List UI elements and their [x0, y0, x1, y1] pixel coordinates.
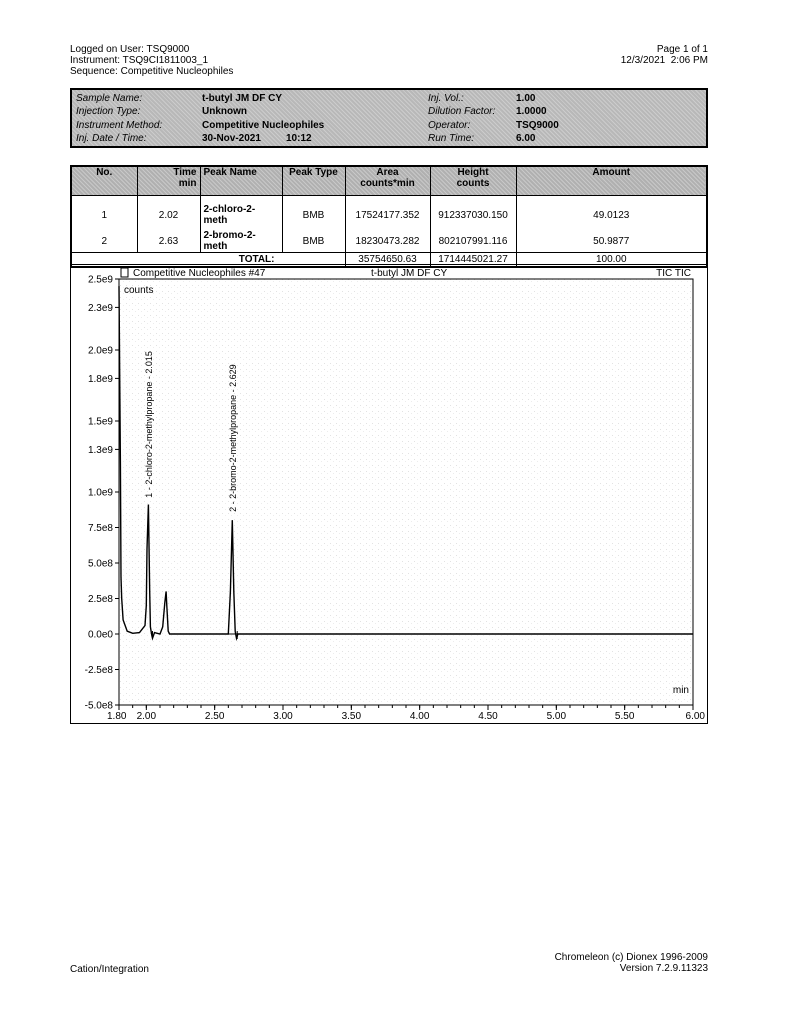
- row-area: 17524177.352: [345, 196, 430, 227]
- peak-table: [70, 165, 708, 268]
- instrument: Instrument: TSQ9CI1811003_1: [70, 55, 209, 66]
- row-no: 2: [71, 226, 137, 253]
- col-amount: Amount: [516, 166, 707, 196]
- plot-area: [119, 279, 693, 705]
- run-time-label: Run Time:: [428, 133, 475, 144]
- table-row: [71, 196, 707, 227]
- y-tick-label: 0.0e0: [87, 629, 113, 641]
- chromatogram-chart: [71, 265, 707, 723]
- col-area: Area counts*min: [345, 166, 430, 196]
- x-tick-label: 5.50: [614, 711, 635, 722]
- row-no: 1: [71, 196, 137, 227]
- y-axis-label: counts: [124, 285, 154, 296]
- row-peak-name: 2-bromo-2-meth: [200, 226, 282, 253]
- x-tick-label: 2.00: [136, 711, 157, 722]
- dilution-label: Dilution Factor:: [428, 106, 496, 117]
- total-label: TOTAL:: [71, 253, 345, 268]
- row-amount: 49.0123: [516, 196, 707, 227]
- sequence: Sequence: Competitive Nucleophiles: [70, 66, 234, 77]
- x-tick-label: 4.50: [478, 711, 498, 722]
- row-height: 912337030.150: [430, 196, 516, 227]
- x-tick-label: 6.00: [685, 711, 705, 722]
- y-tick-label: 5.0e8: [87, 558, 113, 570]
- inj-datetime-label: Inj. Date / Time:: [76, 133, 147, 144]
- y-tick-label: 1.3e9: [87, 444, 113, 456]
- x-tick-label: 1.80: [107, 711, 127, 722]
- total-area: 35754650.63: [345, 253, 430, 268]
- x-tick-label: 3.50: [341, 711, 362, 722]
- chart-subtitle: t-butyl JM DF CY: [371, 268, 448, 279]
- instrument-method: Competitive Nucleophiles: [202, 120, 325, 131]
- inj-time: 10:12: [286, 133, 312, 144]
- x-tick-label: 3.00: [273, 711, 293, 722]
- run-time: 6.00: [516, 133, 536, 144]
- page-number: Page 1 of 1: [656, 44, 708, 55]
- row-time: 2.63: [137, 226, 200, 253]
- x-tick-label: 4.00: [409, 711, 430, 722]
- injection-type-label: Injection Type:: [76, 106, 141, 117]
- y-tick-label: 2.5e8: [87, 594, 113, 605]
- table-header-row: [71, 166, 707, 196]
- peak-annotation: 2 - 2-bromo-2-methylpropane - 2.629: [227, 364, 238, 512]
- sample-name-label: Sample Name:: [76, 93, 143, 104]
- footer-software: Chromeleon (c) Dionex 1996-2009: [554, 952, 708, 963]
- chart-title: Competitive Nucleophiles #47: [133, 268, 266, 279]
- y-tick-label: 1.0e9: [87, 487, 113, 499]
- x-tick-label: 2.50: [204, 711, 225, 722]
- y-tick-label: 7.5e8: [87, 523, 113, 534]
- y-tick-label: 2.0e9: [87, 345, 113, 357]
- y-tick-label: 2.5e9: [87, 274, 113, 286]
- logged-user: Logged on User: TSQ9000: [70, 44, 190, 55]
- col-peak-name: Peak Name: [200, 166, 282, 196]
- chromatogram-panel: [70, 264, 708, 724]
- sample-info-box: [70, 88, 708, 148]
- y-tick-label: -2.5e8: [84, 665, 113, 676]
- row-peak-name: 2-chloro-2-meth: [200, 196, 282, 227]
- chart-doc-icon: [121, 268, 128, 277]
- col-height: Height counts: [430, 166, 516, 196]
- injection-type: Unknown: [202, 106, 247, 117]
- total-height: 1714445021.27: [430, 253, 516, 268]
- x-axis-label: min: [672, 685, 689, 696]
- peak-annotation: 1 - 2-chloro-2-methylpropane - 2.015: [143, 351, 154, 498]
- table-row: [71, 226, 707, 253]
- operator-label: Operator:: [428, 120, 471, 131]
- col-time: Time min: [137, 166, 200, 196]
- y-tick-label: 1.8e9: [87, 373, 113, 385]
- col-no: No.: [71, 166, 137, 196]
- inj-date: 30-Nov-2021: [202, 133, 261, 144]
- instrument-method-label: Instrument Method:: [76, 120, 163, 131]
- row-height: 802107991.116: [430, 226, 516, 253]
- footer-left: Cation/Integration: [70, 964, 149, 975]
- col-peak-type: Peak Type: [282, 166, 345, 196]
- row-area: 18230473.282: [345, 226, 430, 253]
- row-peak-type: BMB: [282, 196, 345, 227]
- print-datetime: 12/3/2021 2:06 PM: [620, 55, 708, 66]
- total-amount: 100.00: [516, 253, 707, 268]
- y-tick-label: -5.0e8: [84, 700, 113, 712]
- sample-name: t-butyl JM DF CY: [202, 93, 282, 104]
- footer-version: Version 7.2.9.11323: [619, 963, 708, 974]
- dilution: 1.0000: [516, 106, 547, 117]
- y-tick-label: 2.3e9: [87, 302, 113, 314]
- x-tick-label: 5.00: [546, 711, 567, 722]
- y-tick-label: 1.5e9: [87, 416, 113, 428]
- inj-vol: 1.00: [516, 93, 536, 104]
- row-peak-type: BMB: [282, 226, 345, 253]
- row-time: 2.02: [137, 196, 200, 227]
- row-amount: 50.9877: [516, 226, 707, 253]
- chart-trace-label: TIC TIC: [656, 268, 691, 279]
- inj-vol-label: Inj. Vol.:: [428, 93, 464, 104]
- operator: TSQ9000: [516, 120, 559, 131]
